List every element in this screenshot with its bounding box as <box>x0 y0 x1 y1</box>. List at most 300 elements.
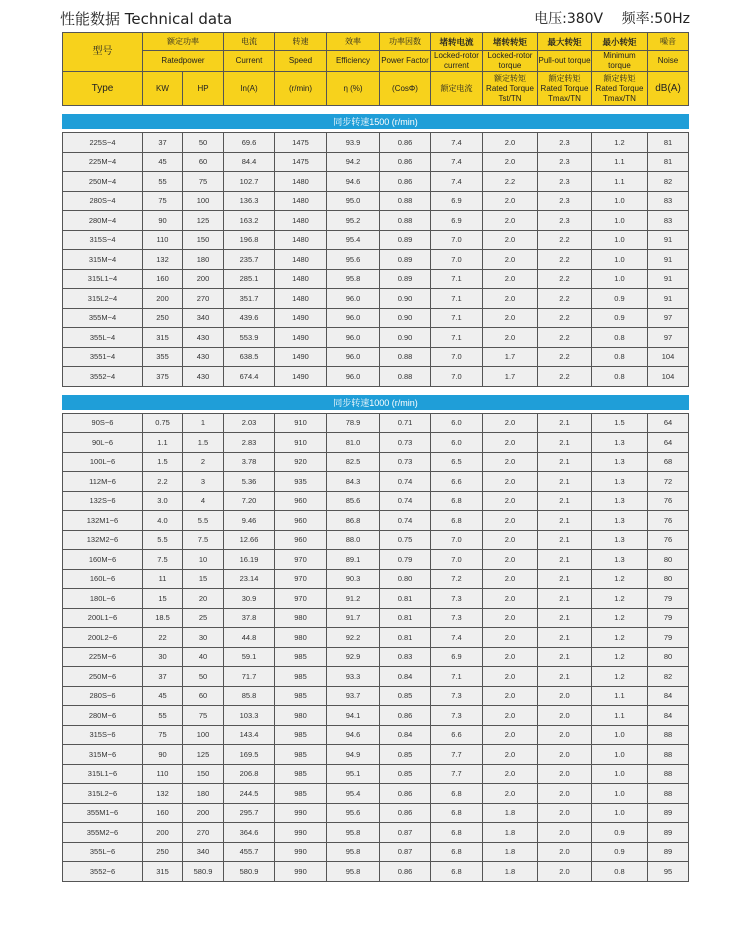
cell-speed: 970 <box>275 550 327 570</box>
table-row <box>63 686 689 706</box>
cell-noise: 80 <box>648 569 689 589</box>
cell-max-torque: 2.0 <box>538 803 592 823</box>
cell-locked-current: 6.6 <box>431 725 483 745</box>
cell-locked-torque: 2.0 <box>483 511 538 531</box>
cell-noise: 89 <box>648 823 689 843</box>
cell-noise: 81 <box>648 152 689 172</box>
cell-noise: 64 <box>648 413 689 433</box>
cell-locked-current: 7.7 <box>431 764 483 784</box>
cell-speed: 910 <box>275 433 327 453</box>
cell-locked-current: 7.1 <box>431 308 483 328</box>
voltage-frequency <box>534 8 690 28</box>
cell-model: 315L2−4 <box>63 289 143 309</box>
cell-min-torque: 0.9 <box>592 308 648 328</box>
page-header <box>60 8 690 30</box>
cell-noise: 97 <box>648 328 689 348</box>
cell-model: 200L2−6 <box>63 628 143 648</box>
spacer-cell <box>63 106 689 115</box>
cell-hp: 200 <box>183 803 224 823</box>
cell-efficiency: 78.9 <box>327 413 380 433</box>
cell-current: 244.5 <box>224 784 275 804</box>
header-model: 型号 <box>63 33 143 72</box>
header-min-torque-cn: 额定转矩 <box>603 73 636 83</box>
cell-min-torque: 1.0 <box>592 250 648 270</box>
cell-current: 102.7 <box>224 172 275 192</box>
header-power-factor-unit: (CosΦ) <box>380 72 431 106</box>
cell-current: 9.46 <box>224 511 275 531</box>
cell-model: 315S−6 <box>63 725 143 745</box>
cell-locked-torque: 2.0 <box>483 686 538 706</box>
cell-min-torque: 1.5 <box>592 413 648 433</box>
cell-locked-current: 7.2 <box>431 569 483 589</box>
cell-model: 3552−6 <box>63 862 143 882</box>
header-min-torque-ratio: Tmax/TN <box>603 93 636 103</box>
cell-model: 160M−6 <box>63 550 143 570</box>
cell-max-torque: 2.1 <box>538 452 592 472</box>
cell-noise: 76 <box>648 530 689 550</box>
cell-locked-current: 6.8 <box>431 491 483 511</box>
cell-min-torque: 1.0 <box>592 803 648 823</box>
cell-kw: 30 <box>143 647 183 667</box>
cell-current: 351.7 <box>224 289 275 309</box>
header-max-torque-en2: Rated Torque <box>540 83 589 93</box>
table-row <box>63 628 689 648</box>
technical-data-table <box>62 32 689 882</box>
cell-efficiency: 95.8 <box>327 823 380 843</box>
cell-current: 5.36 <box>224 472 275 492</box>
cell-power-factor: 0.86 <box>380 803 431 823</box>
frequency-label: 频率:50Hz <box>621 11 690 27</box>
table-row <box>63 842 689 862</box>
cell-efficiency: 95.6 <box>327 803 380 823</box>
cell-min-torque: 0.8 <box>592 367 648 387</box>
cell-speed: 980 <box>275 628 327 648</box>
cell-speed: 920 <box>275 452 327 472</box>
cell-power-factor: 0.89 <box>380 269 431 289</box>
cell-current: 30.9 <box>224 589 275 609</box>
cell-efficiency: 94.2 <box>327 152 380 172</box>
cell-kw: 200 <box>143 289 183 309</box>
table-row <box>63 491 689 511</box>
cell-current: 285.1 <box>224 269 275 289</box>
cell-model: 280M−6 <box>63 706 143 726</box>
cell-efficiency: 95.0 <box>327 191 380 211</box>
cell-max-torque: 2.1 <box>538 511 592 531</box>
cell-hp: 10 <box>183 550 224 570</box>
table-row <box>63 250 689 270</box>
cell-max-torque: 2.2 <box>538 289 592 309</box>
cell-max-torque: 2.1 <box>538 667 592 687</box>
cell-speed: 1480 <box>275 211 327 231</box>
cell-current: 16.19 <box>224 550 275 570</box>
cell-speed: 990 <box>275 823 327 843</box>
cell-model: 315L1−6 <box>63 764 143 784</box>
cell-kw: 75 <box>143 725 183 745</box>
cell-model: 315L1−4 <box>63 269 143 289</box>
cell-hp: 40 <box>183 647 224 667</box>
cell-hp: 125 <box>183 745 224 765</box>
cell-locked-current: 7.3 <box>431 608 483 628</box>
cell-current: 103.3 <box>224 706 275 726</box>
cell-speed: 1490 <box>275 328 327 348</box>
page-title: 性能数据 Technical data <box>60 10 233 28</box>
cell-max-torque: 2.3 <box>538 211 592 231</box>
cell-current: 235.7 <box>224 250 275 270</box>
header-noise-en: Noise <box>648 51 689 72</box>
cell-model: 132M2−6 <box>63 530 143 550</box>
cell-efficiency: 96.0 <box>327 367 380 387</box>
cell-model: 355M1−6 <box>63 803 143 823</box>
cell-locked-current: 6.9 <box>431 191 483 211</box>
cell-hp: 580.9 <box>183 862 224 882</box>
cell-hp: 20 <box>183 589 224 609</box>
cell-model: 280M−4 <box>63 211 143 231</box>
section-title: 同步转速1000 (r/min) <box>63 395 689 409</box>
cell-max-torque: 2.1 <box>538 569 592 589</box>
cell-kw: 375 <box>143 367 183 387</box>
cell-noise: 91 <box>648 269 689 289</box>
table-row <box>63 589 689 609</box>
header-min-torque: 最小转矩 <box>592 33 648 51</box>
header-noise-unit: dB(A) <box>648 72 689 106</box>
cell-locked-current: 6.8 <box>431 784 483 804</box>
cell-power-factor: 0.86 <box>380 706 431 726</box>
table-row <box>63 530 689 550</box>
header-locked-torque-en: Locked-rotor torque <box>483 51 538 72</box>
cell-speed: 980 <box>275 706 327 726</box>
cell-noise: 84 <box>648 706 689 726</box>
cell-kw: 315 <box>143 862 183 882</box>
cell-speed: 990 <box>275 862 327 882</box>
cell-model: 315M−4 <box>63 250 143 270</box>
cell-locked-current: 7.0 <box>431 550 483 570</box>
cell-max-torque: 2.1 <box>538 608 592 628</box>
cell-power-factor: 0.88 <box>380 367 431 387</box>
cell-power-factor: 0.80 <box>380 569 431 589</box>
cell-speed: 1480 <box>275 250 327 270</box>
table-row <box>63 211 689 231</box>
cell-min-torque: 1.2 <box>592 569 648 589</box>
cell-kw: 132 <box>143 250 183 270</box>
cell-locked-current: 6.8 <box>431 823 483 843</box>
cell-kw: 2.2 <box>143 472 183 492</box>
cell-kw: 45 <box>143 686 183 706</box>
cell-model: 280S−4 <box>63 191 143 211</box>
cell-locked-torque: 2.0 <box>483 764 538 784</box>
cell-max-torque: 2.1 <box>538 628 592 648</box>
cell-noise: 91 <box>648 289 689 309</box>
cell-speed: 990 <box>275 842 327 862</box>
cell-min-torque: 1.2 <box>592 628 648 648</box>
header-current-unit: In(A) <box>224 72 275 106</box>
cell-current: 23.14 <box>224 569 275 589</box>
cell-model: 225M−4 <box>63 152 143 172</box>
cell-min-torque: 0.8 <box>592 862 648 882</box>
cell-noise: 79 <box>648 628 689 648</box>
header-speed-unit: (r/min) <box>275 72 327 106</box>
cell-speed: 960 <box>275 511 327 531</box>
cell-min-torque: 1.3 <box>592 433 648 453</box>
cell-hp: 50 <box>183 667 224 687</box>
cell-hp: 270 <box>183 289 224 309</box>
cell-noise: 84 <box>648 686 689 706</box>
cell-model: 3552−4 <box>63 367 143 387</box>
cell-model: 355L−4 <box>63 328 143 348</box>
cell-kw: 160 <box>143 803 183 823</box>
cell-speed: 1480 <box>275 191 327 211</box>
cell-max-torque: 2.1 <box>538 530 592 550</box>
cell-power-factor: 0.84 <box>380 667 431 687</box>
section-spacer <box>63 386 689 395</box>
table-row <box>63 764 689 784</box>
cell-locked-torque: 2.0 <box>483 745 538 765</box>
cell-locked-torque: 1.8 <box>483 803 538 823</box>
cell-locked-current: 7.3 <box>431 706 483 726</box>
table-row <box>63 706 689 726</box>
cell-min-torque: 1.1 <box>592 706 648 726</box>
table-row <box>63 472 689 492</box>
cell-hp: 7.5 <box>183 530 224 550</box>
cell-locked-current: 6.0 <box>431 413 483 433</box>
cell-hp: 60 <box>183 152 224 172</box>
cell-kw: 22 <box>143 628 183 648</box>
cell-max-torque: 2.0 <box>538 745 592 765</box>
cell-current: 44.8 <box>224 628 275 648</box>
cell-noise: 91 <box>648 230 689 250</box>
cell-kw: 55 <box>143 706 183 726</box>
cell-hp: 200 <box>183 269 224 289</box>
cell-locked-torque: 2.0 <box>483 133 538 153</box>
cell-min-torque: 1.0 <box>592 725 648 745</box>
cell-model: 160L−6 <box>63 569 143 589</box>
cell-locked-current: 6.8 <box>431 803 483 823</box>
cell-kw: 45 <box>143 152 183 172</box>
table-row <box>63 191 689 211</box>
cell-kw: 37 <box>143 667 183 687</box>
cell-max-torque: 2.2 <box>538 269 592 289</box>
cell-locked-torque: 2.0 <box>483 289 538 309</box>
cell-max-torque: 2.0 <box>538 725 592 745</box>
header-power-factor: 功率因数 <box>380 33 431 51</box>
cell-power-factor: 0.85 <box>380 764 431 784</box>
cell-min-torque: 1.0 <box>592 191 648 211</box>
section-header-row <box>63 395 689 409</box>
cell-min-torque: 1.2 <box>592 647 648 667</box>
cell-locked-torque: 2.0 <box>483 452 538 472</box>
cell-locked-current: 7.7 <box>431 745 483 765</box>
cell-noise: 88 <box>648 784 689 804</box>
cell-max-torque: 2.2 <box>538 230 592 250</box>
cell-model: 132S−6 <box>63 491 143 511</box>
cell-locked-torque: 2.0 <box>483 647 538 667</box>
cell-max-torque: 2.2 <box>538 328 592 348</box>
cell-noise: 79 <box>648 589 689 609</box>
voltage-label: 电压:380V <box>534 11 604 27</box>
cell-locked-torque: 2.0 <box>483 328 538 348</box>
table-row <box>63 823 689 843</box>
cell-speed: 1490 <box>275 308 327 328</box>
cell-efficiency: 96.0 <box>327 289 380 309</box>
cell-current: 85.8 <box>224 686 275 706</box>
section-title: 同步转速1500 (r/min) <box>63 115 689 129</box>
cell-locked-torque: 2.0 <box>483 550 538 570</box>
cell-min-torque: 1.0 <box>592 269 648 289</box>
cell-power-factor: 0.89 <box>380 250 431 270</box>
cell-locked-current: 6.5 <box>431 452 483 472</box>
cell-hp: 1 <box>183 413 224 433</box>
header-max-torque: 最大转矩 <box>538 33 592 51</box>
spacer-cell <box>63 386 689 395</box>
cell-noise: 79 <box>648 608 689 628</box>
table-row <box>63 569 689 589</box>
cell-efficiency: 95.8 <box>327 269 380 289</box>
header-locked-torque-unit <box>483 72 538 106</box>
cell-efficiency: 85.6 <box>327 491 380 511</box>
cell-locked-current: 7.3 <box>431 686 483 706</box>
cell-power-factor: 0.85 <box>380 745 431 765</box>
cell-min-torque: 0.9 <box>592 289 648 309</box>
cell-current: 364.6 <box>224 823 275 843</box>
cell-locked-current: 6.8 <box>431 842 483 862</box>
table-row <box>63 647 689 667</box>
cell-noise: 68 <box>648 452 689 472</box>
cell-hp: 270 <box>183 823 224 843</box>
header-noise: 噪音 <box>648 33 689 51</box>
cell-max-torque: 2.0 <box>538 784 592 804</box>
table-row <box>63 803 689 823</box>
cell-model: 250M−6 <box>63 667 143 687</box>
cell-efficiency: 91.7 <box>327 608 380 628</box>
cell-min-torque: 1.2 <box>592 667 648 687</box>
cell-speed: 985 <box>275 686 327 706</box>
cell-noise: 104 <box>648 367 689 387</box>
table-row <box>63 347 689 367</box>
cell-min-torque: 0.9 <box>592 842 648 862</box>
cell-locked-torque: 2.0 <box>483 308 538 328</box>
header-speed: 转速 <box>275 33 327 51</box>
header-min-torque-unit <box>592 72 648 106</box>
cell-power-factor: 0.79 <box>380 550 431 570</box>
cell-locked-torque: 2.0 <box>483 413 538 433</box>
cell-speed: 910 <box>275 413 327 433</box>
cell-max-torque: 2.2 <box>538 250 592 270</box>
cell-locked-current: 7.1 <box>431 667 483 687</box>
header-min-torque-en2: Rated Torque <box>595 83 644 93</box>
cell-locked-current: 7.4 <box>431 172 483 192</box>
cell-kw: 18.5 <box>143 608 183 628</box>
cell-min-torque: 1.0 <box>592 764 648 784</box>
cell-min-torque: 1.1 <box>592 152 648 172</box>
cell-efficiency: 88.0 <box>327 530 380 550</box>
cell-efficiency: 94.6 <box>327 172 380 192</box>
table-row <box>63 667 689 687</box>
cell-efficiency: 94.6 <box>327 725 380 745</box>
cell-current: 196.8 <box>224 230 275 250</box>
cell-efficiency: 92.2 <box>327 628 380 648</box>
table-row <box>63 745 689 765</box>
cell-power-factor: 0.86 <box>380 784 431 804</box>
cell-power-factor: 0.81 <box>380 628 431 648</box>
cell-efficiency: 96.0 <box>327 308 380 328</box>
cell-model: 112M−6 <box>63 472 143 492</box>
cell-hp: 25 <box>183 608 224 628</box>
cell-current: 206.8 <box>224 764 275 784</box>
cell-hp: 150 <box>183 764 224 784</box>
header-locked-torque-cn: 额定转矩 <box>494 73 526 83</box>
cell-speed: 970 <box>275 569 327 589</box>
cell-noise: 89 <box>648 842 689 862</box>
table-row <box>63 550 689 570</box>
cell-model: 200L1−6 <box>63 608 143 628</box>
cell-model: 355M−4 <box>63 308 143 328</box>
cell-model: 3551−4 <box>63 347 143 367</box>
table-row <box>63 133 689 153</box>
header-locked-current-unit: 额定电流 <box>431 72 483 106</box>
cell-noise: 76 <box>648 511 689 531</box>
cell-max-torque: 2.1 <box>538 472 592 492</box>
cell-current: 7.20 <box>224 491 275 511</box>
cell-hp: 340 <box>183 842 224 862</box>
cell-kw: 355 <box>143 347 183 367</box>
header-kw: KW <box>143 72 183 106</box>
cell-model: 250M−4 <box>63 172 143 192</box>
table-row <box>63 230 689 250</box>
cell-current: 638.5 <box>224 347 275 367</box>
cell-locked-current: 6.8 <box>431 862 483 882</box>
cell-locked-current: 7.1 <box>431 269 483 289</box>
cell-hp: 430 <box>183 367 224 387</box>
cell-max-torque: 2.0 <box>538 686 592 706</box>
cell-noise: 95 <box>648 862 689 882</box>
cell-efficiency: 96.0 <box>327 328 380 348</box>
table-row <box>63 269 689 289</box>
cell-kw: 110 <box>143 230 183 250</box>
cell-current: 71.7 <box>224 667 275 687</box>
cell-power-factor: 0.86 <box>380 862 431 882</box>
cell-power-factor: 0.73 <box>380 452 431 472</box>
cell-locked-torque: 1.8 <box>483 862 538 882</box>
cell-locked-torque: 2.0 <box>483 725 538 745</box>
header-power-factor-en: Power Factor <box>380 51 431 72</box>
cell-hp: 340 <box>183 308 224 328</box>
table-row <box>63 608 689 628</box>
cell-current: 3.78 <box>224 452 275 472</box>
cell-power-factor: 0.86 <box>380 172 431 192</box>
table-row <box>63 289 689 309</box>
cell-current: 69.6 <box>224 133 275 153</box>
cell-min-torque: 1.3 <box>592 472 648 492</box>
header-efficiency-en: Efficiency <box>327 51 380 72</box>
header-efficiency: 效率 <box>327 33 380 51</box>
cell-speed: 1480 <box>275 172 327 192</box>
cell-speed: 985 <box>275 725 327 745</box>
cell-speed: 985 <box>275 784 327 804</box>
header-max-torque-cn: 额定转矩 <box>548 73 581 83</box>
cell-noise: 64 <box>648 433 689 453</box>
cell-locked-current: 7.0 <box>431 347 483 367</box>
cell-power-factor: 0.86 <box>380 152 431 172</box>
cell-model: 355M2−6 <box>63 823 143 843</box>
cell-locked-torque: 2.0 <box>483 152 538 172</box>
cell-noise: 89 <box>648 803 689 823</box>
cell-hp: 60 <box>183 686 224 706</box>
cell-kw: 250 <box>143 308 183 328</box>
cell-kw: 160 <box>143 269 183 289</box>
cell-locked-current: 6.6 <box>431 472 483 492</box>
cell-max-torque: 2.3 <box>538 191 592 211</box>
cell-power-factor: 0.84 <box>380 725 431 745</box>
cell-efficiency: 95.8 <box>327 862 380 882</box>
